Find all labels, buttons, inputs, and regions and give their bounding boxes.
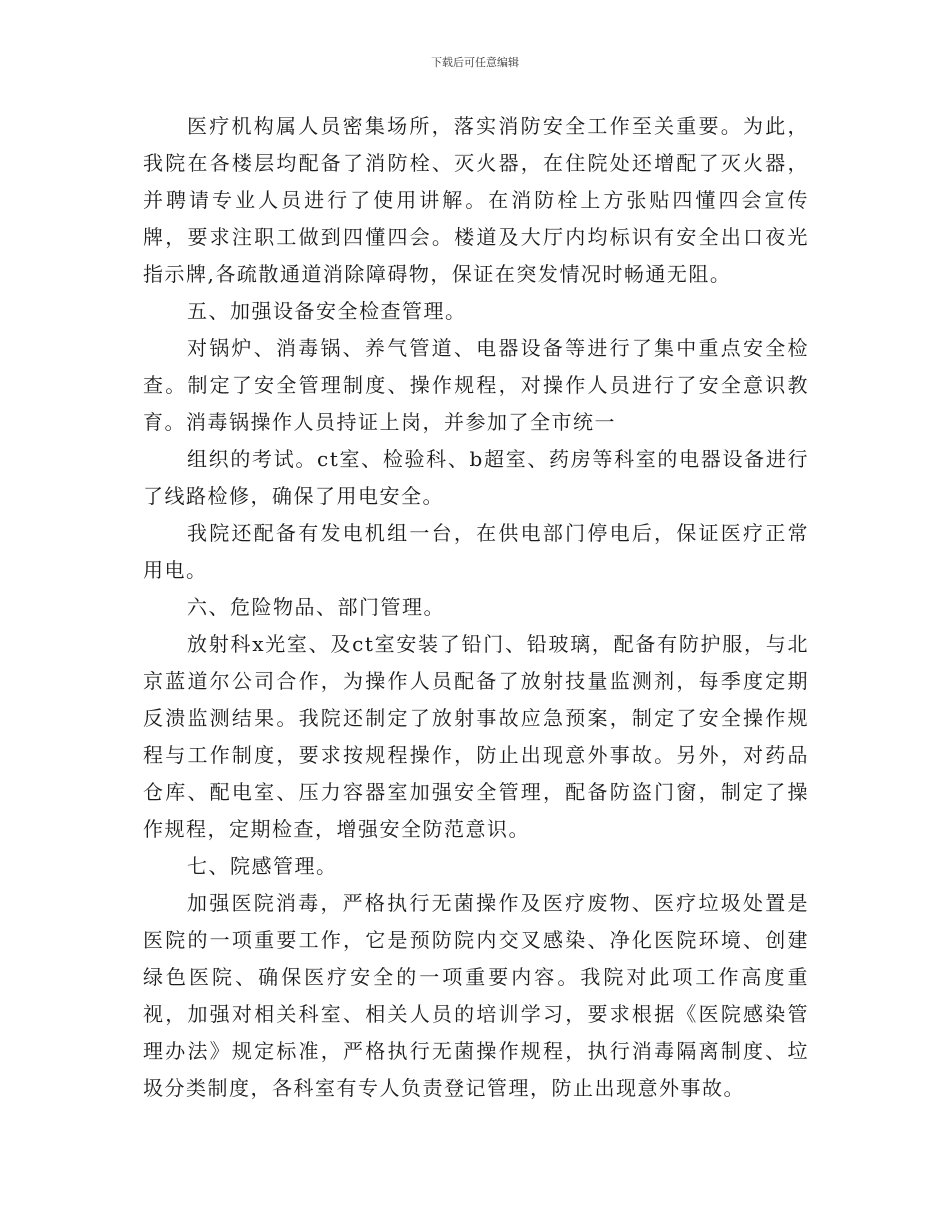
section-heading-equipment: 五、加强设备安全检查管理。	[187, 299, 467, 323]
paragraph-equipment-check: 对锅炉、消毒锅、养气管道、电器设备等进行了集中重点安全检查。制定了安全管理制度、操作规程，对操作人员进行了安全意识教育。消毒锅操作人员持证上岗，并参加了全市统一	[143, 336, 809, 434]
paragraph-fire-safety: 医疗机构属人员密集场所，落实消防安全工作至关重要。为此，我院在各楼层均配备了消防栓、灭火器，在住院处还增配了灭火器，并聘请专业人员进行了使用讲解。在消防栓上方张贴四懂四会宣传牌，要求注职工做到四懂四会。楼道及大厅内均标识有安全出口夜光指示牌,各疏散通道消除障碍物，保证在突发情况时畅通无阻。	[143, 114, 809, 286]
header-note: 下载后可任意编辑	[431, 56, 519, 69]
paragraph-exam-maintenance: 组织的考试。ct室、检验科、b超室、药房等科室的电器设备进行了线路检修，确保了用电安全。	[143, 447, 809, 508]
paragraph-generator: 我院还配备有发电机组一台，在供电部门停电后，保证医疗正常用电。	[143, 521, 809, 582]
document-body	[143, 108, 809, 1107]
paragraph-infection-control: 加强医院消毒，严格执行无菌操作及医疗废物、医疗垃圾处置是医院的一项重要工作，它是预防院内交叉感染、净化医院环境、创建绿色医院、确保医疗安全的一项重要内容。我院对此项工作高度重视，加强对相关科室、相关人员的培训学习，要求根据《医院感染管理办法》规定标准，严格执行无菌操作规程，执行消毒隔离制度、垃圾分类制度，各科室有专人负责登记管理，防止出现意外事故。	[143, 891, 809, 1100]
section-heading-hazardous: 六、危险物品、部门管理。	[187, 595, 445, 619]
section-heading-infection: 七、院感管理。	[187, 854, 338, 878]
paragraph-radiology: 放射科x光室、及ct室安装了铅门、铅玻璃，配备有防护服，与北京蓝道尔公司合作，为操作人员配备了放射技量监测剂，每季度定期反溃监测结果。我院还制定了放射事故应急预案，制定了安全操作规程与工作制度，要求按规程操作，防止出现意外事故。另外，对药品仓库、配电室、压力容器室加强安全管理，配备防盗门窗，制定了操作规程，定期检查，增强安全防范意识。	[143, 632, 809, 841]
